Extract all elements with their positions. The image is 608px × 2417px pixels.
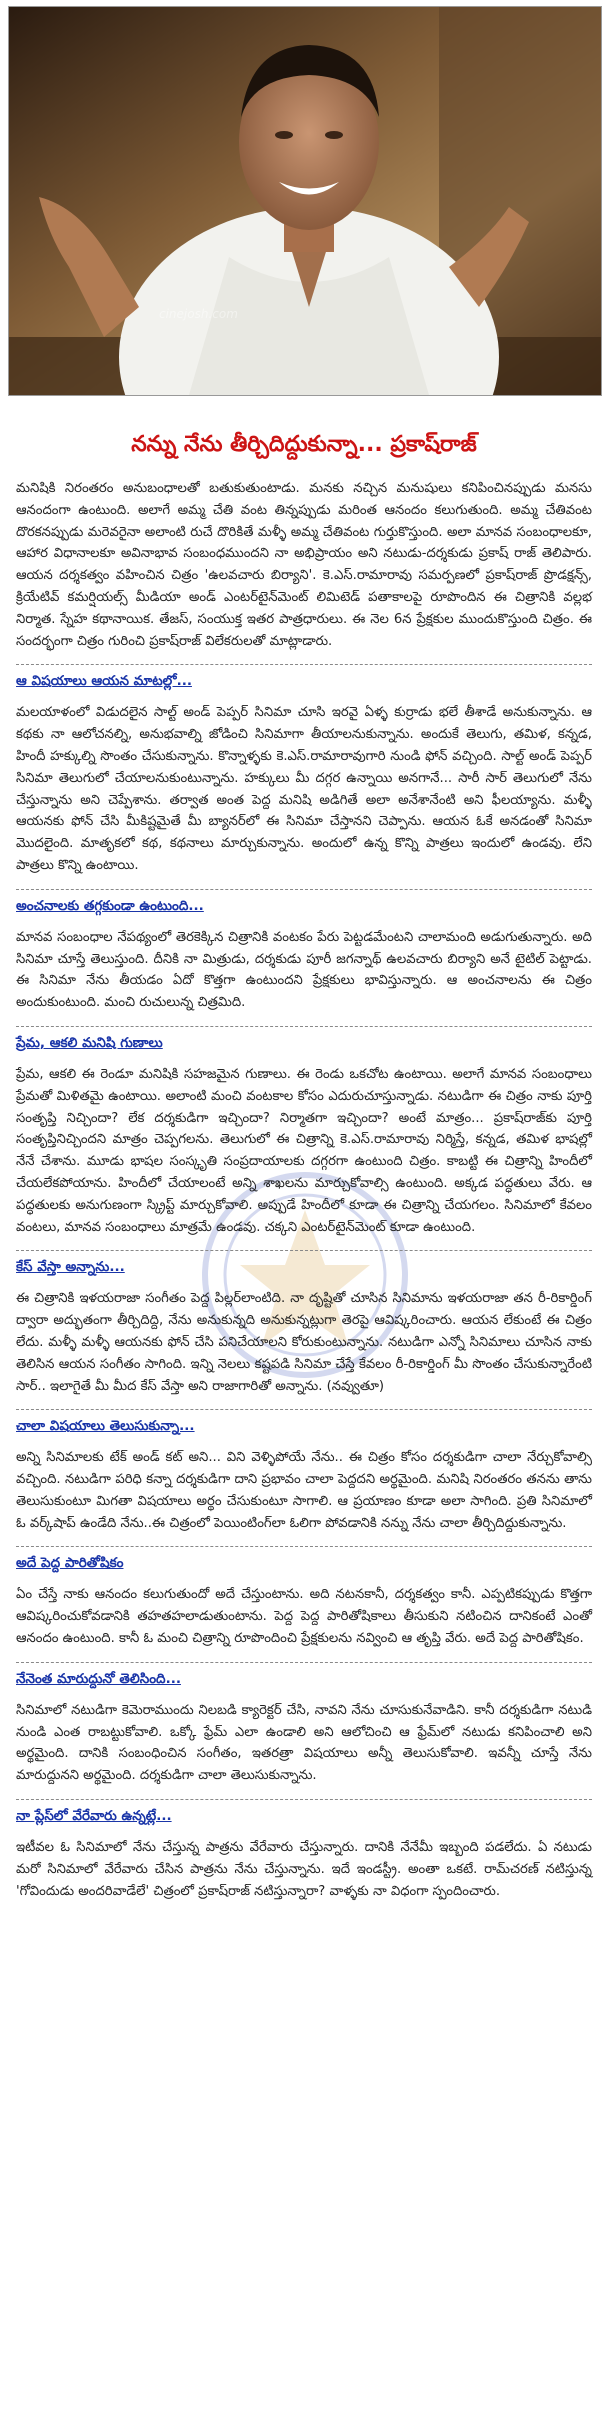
section-divider [16,889,592,890]
section-divider [16,1799,592,1800]
section-paragraph: సినిమాలో నటుడిగా కెమెరాముందు నిలబడి క్యారెక్టర్ చేసి, నావని నేను చూసుకునేవాడిని. కానీ దర్శకుడిగా నటుడి నుండి ఎంత రాబట్టుకోవాలి. ఒక్కో ఫ్రేమ్ ఎలా ఉండాలి అని ఆలోచించి ఆ ఫ్రేమ్‌లో నటుడు కనిపించాలి అని అర్థమైంది. దానికి సంబంధించిన సంగీతం, ఇతరత్రా విషయాలు అన్నీ తెలుసుకోవాలి. ఇవన్నీ చూస్తే నేను మారుద్దునని అర్థమైంది. దర్శకుడిగా చాలా తెలుసుకున్నాను. [16,1702,592,1784]
section-paragraph: ఏం చేస్తే నాకు ఆనందం కలుగుతుందో అదే చేస్తుంటాను. అది నటనకానీ, దర్శకత్వం కానీ. ఎప్పటికప్పుడు కొత్తగా ఆవిష్కరించుకోవడానికి తహతహలాడుతుంటాను. పెద్ద పెద్ద పారితోషికాలు తీసుకుని నటించిన దానికంటే ఎంతో ఆనందం ఉంటుంది. కానీ ఓ మంచి చిత్రాన్ని రూపొందించి ప్రేక్షకులను నవ్వించి ఆ తృప్తి వేరు. అదే పెద్ద పారితోషికం. [16,1587,592,1647]
section-paragraph: మానవ సంబంధాల నేపథ్యంలో తెరకెక్కిన చిత్రానికి వంటకం పేరు పెట్టడమేంటని చాలామంది అడుగుతున్నారు. అది సినిమా చూస్తే తెలుస్తుంది. దీనికి నా మిత్రుడు, దర్శకుడు పూరీ జగన్నాథ్ ఉలవచారు బిర్యాని అనే టైటిల్ పెట్టాడు. ఈ సినిమా నేను తీయడం ఏదో కొత్తగా ఉంటుందని ప్రేక్షకులు భావిస్తున్నారు. ఆ అంచనాలను ఈ చిత్రం అందుకుంటుంది. మంచి రుచులున్న చిత్రమిది. [16,929,592,1011]
section-paragraph: ప్రేమ, ఆకలి ఈ రెండూ మనిషికి సహజమైన గుణాలు. ఈ రెండు ఒకచోట ఉంటాయి. అలాగే మానవ సంబంధాలు ప్రేమతో మిళితమై ఉంటాయి. అలాంటి మంచి వంటకాల కోసం ఎదురుచూస్తున్నాడు. నటుడిగా ఈ చిత్రం నాకు పూర్తి సంతృప్తి నిచ్చిందా? లేక దర్శకుడిగా ఇచ్చిందా? నిర్మాతగా ఇచ్చిందా? అంటే మాత్రం... ప్రకాష్‌రాజ్‌కు పూర్తి సంతృప్తినిచ్చిందని మాత్రం చెప్పగలను. తెలుగులో ఈ చిత్రాన్ని కె.ఎస్.రామారావు నిర్మిస్తే, కన్నడ, తమిళ భాషల్లో నేనే చేశాను. మూడు భాషల సంస్కృతి సంప్రదాయాలకు దగ్గరగా ఉంటుంది చిత్రం. కాబట్టి ఈ చిత్రాన్ని హిందీలో చేయలేకపోయాను. హిందీలో చేయాలంటే అన్ని శాఖలను మార్చుకోవాల్సి ఉంటుంది. అక్కడ పద్ధతులు వేరు. ఆ పద్ధతులకు అనుగుణంగా స్క్రిప్ట్ మార్చుకోవాలి. అప్పుడే హిందీలో కూడా ఈ చిత్రాన్ని చేయగలం. సినిమాలో కేవలం వంటలు, మానవ సంబంధాలు మాత్రమే ఉండవు. చక్కని ఎంటర్‌టైన్‌మెంట్ కూడా ఉంటుంది. [16,1066,592,1235]
man-portrait-illustration [9,7,601,395]
article-body [16,478,592,1914]
intro-paragraph: మనిషికి నిరంతరం అనుబంధాలతో బతుకుతుంటాడు. మనకు నచ్చిన మనుషులు కనిపించినప్పుడు మనసు ఆనందంగా ఉంటుంది. అలాగే అమ్మ చేతి వంట తిన్నప్పుడు మరింత ఆనందం కలుగుతుంది. అమ్మ చేతివంట దొరకనప్పుడు మరెవరైనా అలాంటి రుచే దొరికితే మళ్ళీ అమ్మ చేతివంట గుర్తుకొస్తుంది. అలా మానవ సంబంధాలకూ, ఆహార విధానాలకూ అవినాభావ సంబంధముందని నా అభిప్రాయం అని నటుడు-దర్శకుడు ప్రకాష్ రాజ్ తెలిపారు. ఆయన దర్శకత్వం వహించిన చిత్రం 'ఉలవచారు బిర్యాని'. కె.ఎస్.రామారావు సమర్పణలో ప్రకాష్‌రాజ్ ప్రొడక్షన్స్, క్రియేటివ్ కమర్షియల్స్ మీడియా అండ్ ఎంటర్‌టైన్‌మెంట్ లిమిటెడ్ పతాకాలపై రూపొందిన ఈ చిత్రానికి వల్లభ నిర్మాత. స్నేహ కథానాయిక. తేజస్, సంయుక్త ఇతర పాత్రధారులు. ఈ నెల 6న ప్రేక్షకుల ముందుకొస్తుంది చిత్రం. ఈ సందర్భంగా చిత్రం గురించి ప్రకాష్‌రాజ్ విలేకరులతో మాట్లాడారు. [16,481,592,649]
section-paragraph: ఇటీవల ఓ సినిమాలో నేను చేస్తున్న పాత్రను వేరేవారు చేస్తున్నారు. దానికి నేనేమీ ఇబ్బంది పడలేదు. ఏ నటుడు మరో సినిమాలో వేరేవారు చేసిన పాత్రను నేను చేస్తున్నాను. ఇదే ఇండస్ట్రీ. అంతా ఒకటే. రామ్‌చరణ్ నటిస్తున్న 'గోవిందుడు అందరివాడేలే' చిత్రంలో ప్రకాష్‌రాజ్ నటిస్తున్నారా? వాళ్ళకు నా విధంగా స్పందించారు. [16,1840,592,1899]
photo-watermark: cinejosh.com [159,307,238,321]
article-headline: నన్ను నేను తీర్చిదిద్దుకున్నా... ప్రకాష్‌రాజ్ [131,432,477,457]
section-divider [16,664,592,665]
section-divider [16,1026,592,1027]
section-heading: ఆ విషయాలు ఆయన మాటల్లో... [16,673,192,690]
section-paragraph: ఈ చిత్రానికి ఇళయరాజా సంగీతం పెద్ద పిల్లర్‌లాంటిది. నా దృష్టితో చూసిన సినిమాను ఇళయరాజా తన రీ-రికార్డింగ్ ద్వారా అద్భుతంగా తీర్చిదిద్ది, నేను అనుకున్నది అనుకున్నట్లుగా తెరపై ఆవిష్కరించారు. ఆయన లేకుంటే ఈ చిత్రం లేదు. మళ్ళీ మళ్ళీ ఆయనకు ఫోన్ చేసి పనిచేయాలని కోరుకుంటున్నాను. నటుడిగా ఎన్నో సినిమాలు చూసిన నాకు తెలిసిన ఆయన సంగీతం సాగింది. ఇన్ని నెలలు కష్టపడి సినిమా చేస్తే కేవలం రీ-రికార్డింగ్ మీ సొంతం చేసుకున్నారేంటి సార్.. ఇలాగైతే మీ మీద కేస్ వేస్తా అని రాజాగారితో అన్నాను. (నవ్వుతూ) [16,1291,592,1394]
section-paragraph: అన్ని సినిమాలకు టేక్ అండ్ కట్ అని... విని వెళ్ళిపోయే నేను.. ఈ చిత్రం కోసం దర్శకుడిగా చాలా నేర్చుకోవాల్సి వచ్చింది. నటుడిగా పరిధి కన్నా దర్శకుడిగా దాని ప్రభావం చాలా పెద్దదని అర్థమైంది. మనిషి నిరంతరం తనను తాను తెలుసుకుంటూ మిగతా విషయాలు అర్థం చేసుకుంటూ సాగాలి. ఆ ప్రయాణం కూడా అలా సాగింది. ప్రతి సినిమాలో ఓ వర్క్‌షాప్ ఉండేది నేను..ఈ చిత్రంలో పెయింటింగ్‌లా ఓలిగా పోవడానికి నన్ను నేను చాలా తీర్చిదిద్దుకున్నాను. [16,1450,592,1531]
section-heading: అంచనాలకు తగ్గకుండా ఉంటుంది... [16,897,204,914]
hero-photo [8,6,602,396]
section-divider [16,1546,592,1547]
section-paragraph: మలయాళంలో విడుదలైన సాల్ట్ అండ్ పెప్పర్ సినిమా చూసి ఇరవై ఏళ్ళ కుర్రాడు భలే తీశాడే అనుకున్నాను. ఆ కథకు నా ఆలోచనల్ని, అనుభవాల్ని జోడించి సినిమాగా తీయాలనుకున్నాను. అందుకే తెలుగు, తమిళ, కన్నడ, హిందీ హక్కుల్ని సొంతం చేసుకున్నాను. కొన్నాళ్ళకు కె.ఎస్.రామారావుగారి నుండి ఫోన్ వచ్చింది. సాల్ట్ అండ్ పెప్పర్ సినిమా తెలుగులో చేయాలనుకుంటున్నాను. హక్కులు మీ దగ్గర ఉన్నాయి అనగానే... సారీ సార్ తెలుగులో నేను చేస్తున్నాను అని చెప్పేశాను. తర్వాత అంత పెద్ద మనిషి అడిగితే అలా అనేశానేంటి అని ఫీలయ్యాను. మళ్ళీ ఆయనకు ఫోన్ చేసి మీకిష్టమైతే మీ బ్యానర్‌లో ఈ సినిమా చేస్తానని చెప్పాను. ఆయన ఓకే అనడంతో సినిమా మొదలైంది. మాతృకలో కథ, కథనాలు మార్చుకున్నాను. అందులో ఉన్న కొన్ని పాత్రలు ఇందులో ఉండవు. లేని పాత్రలు కొన్ని ఉంటాయి. [16,705,592,873]
section-heading: చాలా విషయాలు తెలుసుకున్నా... [16,1418,195,1435]
section-divider [16,1409,592,1410]
section-heading: నా ప్లేస్‌లో వేరేవారు ఉన్నట్లే... [16,1808,172,1825]
section-heading: అదే పెద్ద పారితోషికం [16,1555,124,1572]
section-divider [16,1250,592,1251]
section-heading: నేనెంత మారుద్దునో తెలిసింది... [16,1670,181,1687]
section-divider [16,1662,592,1663]
section-heading: ప్రేమ, ఆకలి మనిషి గుణాలు [16,1034,163,1051]
section-heading: కేస్ వేస్తా అన్నాను... [16,1259,125,1276]
